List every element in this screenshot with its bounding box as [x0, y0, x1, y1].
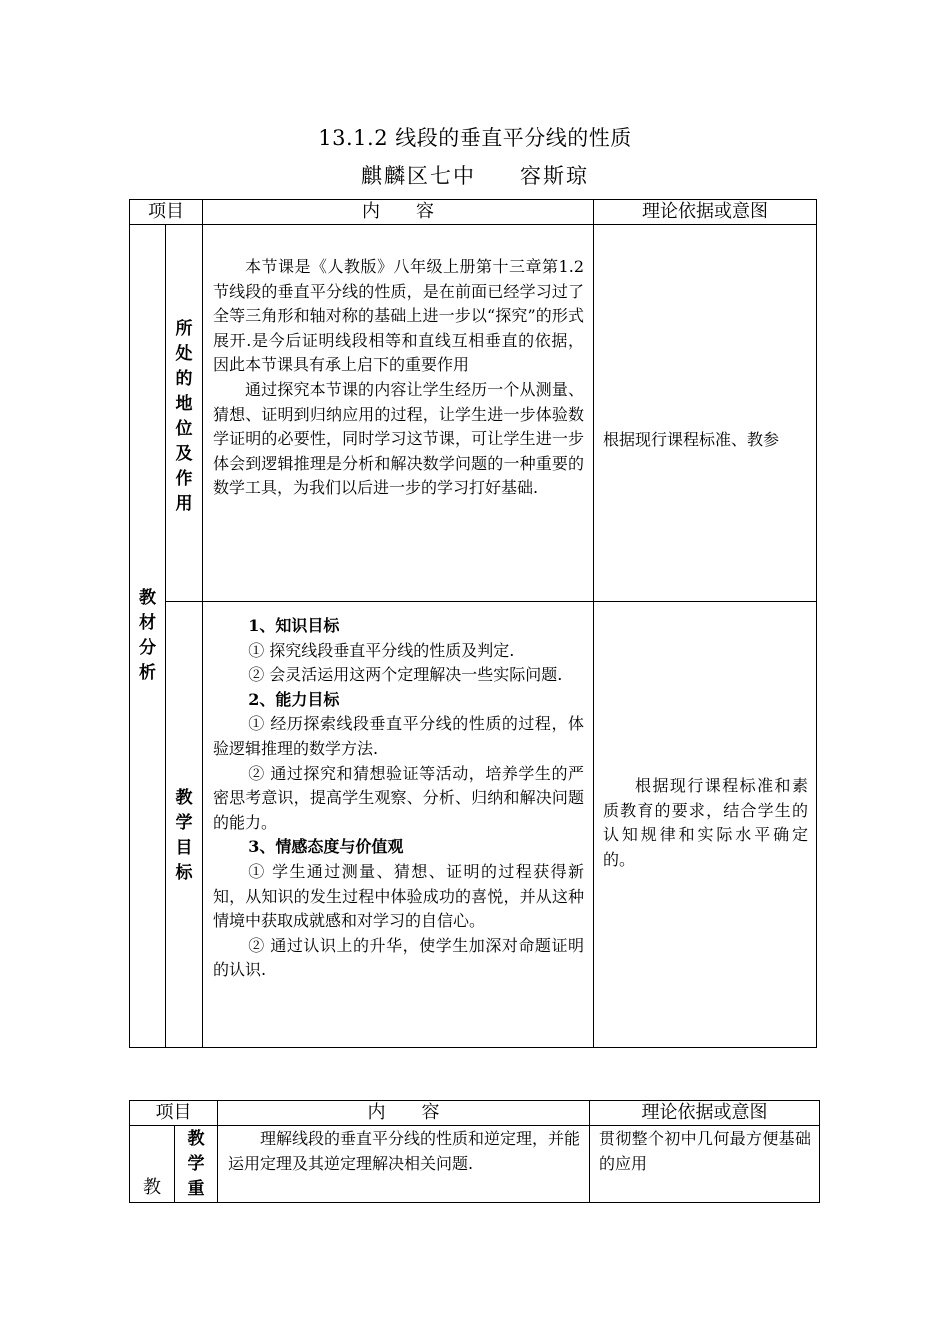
- header-rationale: 理论依据或意图: [594, 200, 817, 225]
- row-label-position: 所 处 的 地 位 及 作 用: [175, 319, 193, 514]
- goal-item: ① 经历探索线段垂直平分线的性质的过程，体验逻辑推理的数学方法.: [213, 714, 584, 758]
- table-row: [130, 225, 817, 602]
- goal-item: ② 通过认识上的升华，使学生加深对命题证明的认识.: [213, 935, 584, 980]
- goal-item: ② 会灵活运用这两个定理解决一些实际问题.: [248, 665, 563, 685]
- row-label-cell: [166, 602, 203, 1048]
- rationale-text: 根据现行课程标准、教参: [603, 430, 780, 449]
- header-content: 内 容: [203, 200, 594, 225]
- author-school: 麒麟区七中: [361, 164, 476, 188]
- goals-content: [203, 602, 593, 983]
- goal-item: ① 探究线段垂直平分线的性质及判定.: [248, 640, 515, 660]
- lesson-analysis-table: [129, 199, 817, 1048]
- group-label: 教 材 分 析: [139, 588, 156, 683]
- paragraph: 通过探究本节课的内容让学生经历一个从测量、猜想、证明到归纳应用的过程，让学生进一步体验数学证明的必要性，同时学习这节课，可让学生进一步体会到逻辑推理是分析和解决数学问题的一种重要的数学工具，为我们以后进一步的学习打好基础.: [213, 379, 584, 498]
- rationale-text: 根据现行课程标准和素质教育的要求，结合学生的认知规律和实际水平确定的。: [603, 776, 808, 869]
- rationale-text: 贯彻整个初中几何最方便基础的应用: [599, 1129, 811, 1173]
- goal-item: ② 通过探究和猜想验证等活动，培养学生的严密思考意识，提高学生观察、分析、归纳和解决问题的能力。: [213, 763, 584, 832]
- rationale-cell: [594, 602, 817, 1048]
- rationale-cell: [590, 1126, 820, 1203]
- author-line: [0, 160, 950, 190]
- section-heading: 1、知识目标: [248, 616, 340, 635]
- content-cell: [203, 225, 594, 602]
- paragraph: 本节课是《人教版》八年级上册第十三章第1.2节线段的垂直平分线的性质，是在前面已经学习过了全等三角形和轴对称的基础上进一步以“探究”的形式展开.是今后证明线段相等和直线互相垂直的依据，因此本节课具有承上启下的重要作用: [213, 257, 584, 375]
- rationale-cell: [594, 225, 817, 602]
- content-cell: [218, 1126, 590, 1203]
- group-label-cell: [130, 1126, 175, 1203]
- section-heading: 2、能力目标: [248, 689, 340, 709]
- teaching-focus-table: [129, 1100, 820, 1203]
- group-label-cell: [130, 225, 166, 1048]
- header-item: 项目: [130, 1101, 218, 1126]
- row-label-focus: 教 学 重: [187, 1129, 205, 1199]
- page-title: 13.1.2 线段的垂直平分线的性质: [318, 126, 632, 150]
- group-label: 教: [143, 1177, 161, 1198]
- header-item: 项目: [130, 200, 203, 225]
- row-label-cell: [166, 225, 203, 602]
- row-label-goals: 教 学 目 标: [175, 787, 193, 883]
- content-cell: [203, 602, 594, 1048]
- row-label-cell: [175, 1126, 218, 1203]
- table-row: [130, 1126, 820, 1203]
- header-content: 内 容: [218, 1101, 590, 1126]
- focus-content: 理解线段的垂直平分线的性质和逆定理，并能运用定理及其逆定理解决相关问题.: [228, 1129, 581, 1173]
- header-rationale: 理论依据或意图: [590, 1101, 820, 1126]
- table-header-row: [130, 200, 817, 225]
- goal-item: ① 学生通过测量、猜想、证明的过程获得新知，从知识的发生过程中体验成功的喜悦，并从这种情境中获取成就感和对学习的自信心。: [213, 861, 584, 931]
- position-content: [203, 225, 593, 501]
- table-row: [130, 602, 817, 1048]
- author-name: 容斯琼: [520, 164, 589, 188]
- section-heading: 3、情感态度与价值观: [248, 837, 404, 857]
- table-header-row: [130, 1101, 820, 1126]
